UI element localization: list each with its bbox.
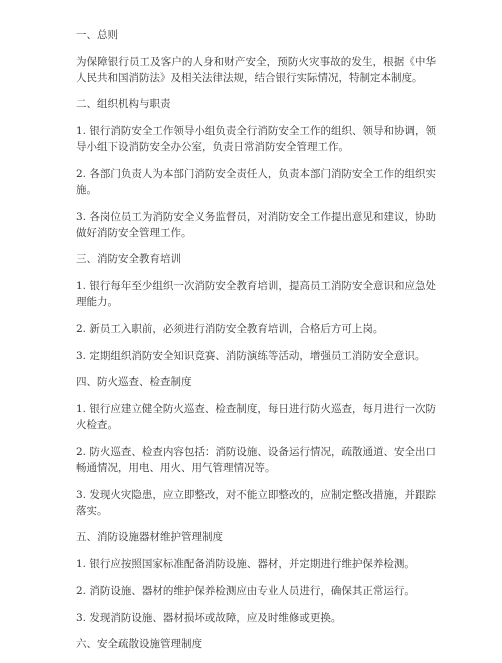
paragraph: 1. 银行应建立健全防火巡查、检查制度，每日进行防火巡查，每月进行一次防火检查。 <box>76 403 436 431</box>
section-heading-organization: 二、组织机构与职责 <box>76 98 171 110</box>
document-body <box>76 28 436 663</box>
paragraph: 3. 发现消防设施、器材损坏或故障，应及时维修或更换。 <box>76 612 342 624</box>
section-heading-equipment: 五、消防设施器材维护管理制度 <box>76 531 223 543</box>
paragraph: 为保障银行员工及客户的人身和财产安全，预防火灾事故的发生，根据《中华人民共和国消防法》及相关法律法规，结合银行实际情况，特制定本制度。 <box>76 56 436 84</box>
paragraph: 3. 定期组织消防安全知识竞赛、消防演练等活动，增强员工消防安全意识。 <box>76 350 426 362</box>
paragraph: 1. 银行消防安全工作领导小组负责全行消防安全工作的组织、领导和协调，领导小组下设消防安全办公室，负责日常消防安全管理工作。 <box>76 125 436 153</box>
paragraph: 2. 各部门负责人为本部门消防安全责任人，负责本部门消防安全工作的组织实施。 <box>76 168 436 196</box>
paragraph: 2. 新员工入职前，必须进行消防安全教育培训，合格后方可上岗。 <box>76 323 384 335</box>
paragraph: 3. 各岗位员工为消防安全义务监督员，对消防安全工作提出意见和建议，协助做好消防安全管理工作。 <box>76 211 436 239</box>
section-heading-training: 三、消防安全教育培训 <box>76 253 181 265</box>
paragraph: 2. 防火巡查、检查内容包括：消防设施、设备运行情况，疏散通道、安全出口畅通情况，用电、用火、用气管理情况等。 <box>76 446 436 474</box>
section-heading-evacuation: 六、安全疏散设施管理制度 <box>76 638 202 650</box>
section-heading-general: 一、总则 <box>76 29 118 41</box>
paragraph: 1. 银行应按照国家标准配备消防设施、器材，并定期进行维护保养检测。 <box>76 558 415 570</box>
section-heading-inspection: 四、防火巡查、检查制度 <box>76 376 192 388</box>
paragraph: 2. 消防设施、器材的维护保养检测应由专业人员进行，确保其正常运行。 <box>76 585 415 597</box>
paragraph: 3. 发现火灾隐患，应立即整改，对不能立即整改的，应制定整改措施，并跟踪落实。 <box>76 489 436 517</box>
paragraph: 1. 银行每年至少组织一次消防安全教育培训，提高员工消防安全意识和应急处理能力。 <box>76 280 436 308</box>
